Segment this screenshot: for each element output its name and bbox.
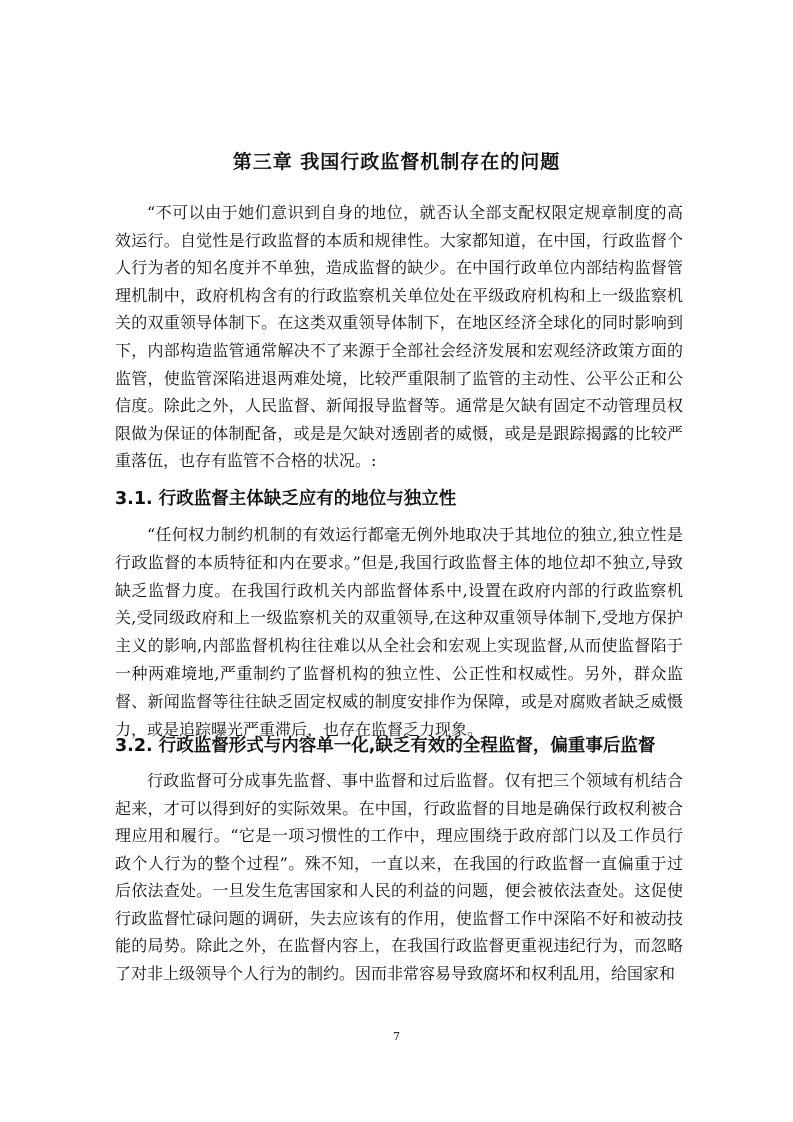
section-heading-3-2: 3.2. 行政监督形式与内容单一化,缺乏有效的全程监督，偏重事后监督 <box>115 736 656 756</box>
section-3-1-paragraph: “任何权力制约机制的有效运行都毫无例外地取决于其地位的独立,独立性是行政监督的本质特征和内在要求。”但是,我国行政监督主体的地位却不独立,导致缺乏监督力度。在我国行政机关内部监督体系中,设置在政府内部的行政监察机关,受同级政府和上一级监察机关的双重领导,在这种双重领导体制下,受地方保护主义的影响,内部监督机构往往难以从全社会和宏观上实现监督,从而使监督陷于一种两难境地,严重制约了监督机构的独立性、公正性和权威性。另外，群众监督、新闻监督等往往缺乏固定权威的制度安排作为保障，或是对腐败者缺乏威慑力，或是追踪曝光严重滞后，也存在监督乏力现象。 <box>115 525 683 739</box>
page-number: 7 <box>393 1030 400 1043</box>
section-3-2-paragraph: 行政监督可分成事先监督、事中监督和过后监督。仅有把三个领域有机结合起来，才可以得到好的实际效果。在中国，行政监督的目地是确保行政权利被合理应用和履行。“它是一项习惯性的工作中，理应围绕于政府部门以及工作员行政个人行为的整个过程”。殊不知，一直以来，在我国的行政监督一直偏重于过后依法查处。一旦发生危害国家和人民的利益的问题，便会被依法查处。这促使行政监督忙碌问题的调研，失去应该有的作用，使监督工作中深陷不好和被动技能的局势。除此之外，在监督内容上，在我国行政监督更重视违纪行为，而忽略了对非上级领导个人行为的制约。因而非常容易导致腐坏和权利乱用，给国家和 <box>115 771 683 983</box>
intro-paragraph: “不可以由于她们意识到自身的地位，就否认全部支配权限定规章制度的高效运行。自觉性是行政监督的本质和规律性。大家都知道，在中国，行政监督个人行为者的知名度并不单独，造成监督的缺少。在中国行政单位内部结构监督管理机制中，政府机构含有的行政监察机关单位处在平级政府机构和上一级监察机关的双重领导体制下。在这类双重领导体制下，在地区经济全球化的同时影响到下，内部构造监管通常解决不了来源于全部社会经济发展和宏观经济政策方面的监管，使监管深陷进退两难处境，比较严重限制了监管的主动性、公平公正和公信度。除此之外，人民监督、新闻报导监督等。通常是欠缺有固定不动管理员权限做为保证的体制配备，或是是欠缺对透剧者的威慑，或是是跟踪揭露的比较严重落伍，也存有监管不合格的状况。: <box>115 203 683 471</box>
section-heading-3-1: 3.1. 行政监督主体缺乏应有的地位与独立性 <box>115 489 457 509</box>
chapter-title: 第三章 我国行政监督机制存在的问题 <box>232 151 561 173</box>
